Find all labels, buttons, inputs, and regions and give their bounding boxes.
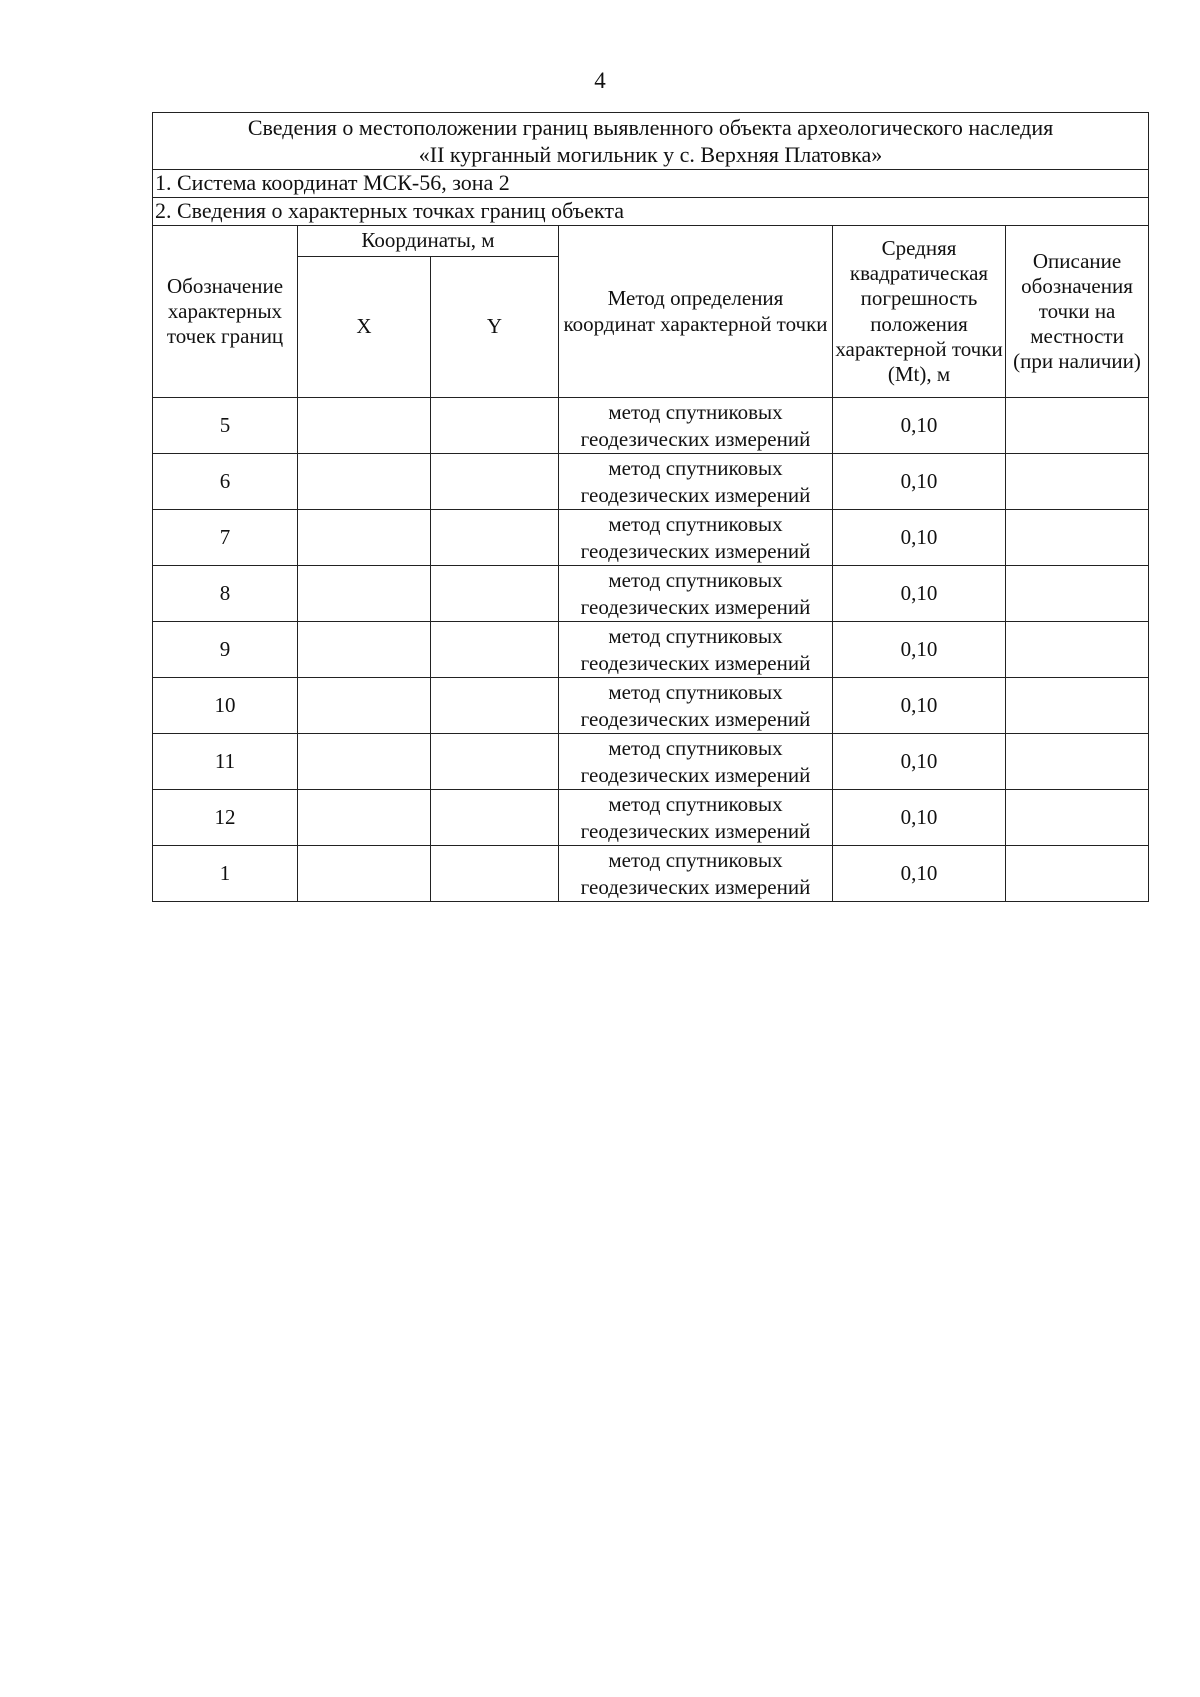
header-x: X <box>298 257 431 398</box>
cell-point: 10 <box>153 678 298 734</box>
cell-x <box>298 734 431 790</box>
cell-method: метод спутниковых геодезических измерений <box>559 454 833 510</box>
cell-description <box>1006 566 1149 622</box>
table-row <box>153 678 1149 734</box>
cell-y <box>431 510 559 566</box>
table-row <box>153 510 1149 566</box>
cell-mean-error: 0,10 <box>833 454 1006 510</box>
cell-point: 6 <box>153 454 298 510</box>
cell-method: метод спутниковых геодезических измерений <box>559 398 833 454</box>
cell-y <box>431 678 559 734</box>
cell-y <box>431 566 559 622</box>
cell-description <box>1006 510 1149 566</box>
cell-y <box>431 790 559 846</box>
cell-method: метод спутниковых геодезических измерений <box>559 622 833 678</box>
header-coordinates: Координаты, м <box>298 226 559 257</box>
cell-method: метод спутниковых геодезических измерений <box>559 566 833 622</box>
table-row <box>153 734 1149 790</box>
cell-description <box>1006 790 1149 846</box>
cell-x <box>298 846 431 902</box>
header-point-designation: Обозначение характерных точек границ <box>153 226 298 398</box>
characteristic-points-row: 2. Сведения о характерных точках границ объекта <box>153 198 1149 226</box>
cell-point: 5 <box>153 398 298 454</box>
cell-x <box>298 510 431 566</box>
cell-mean-error: 0,10 <box>833 678 1006 734</box>
cell-point: 1 <box>153 846 298 902</box>
cell-method: метод спутниковых геодезических измерений <box>559 510 833 566</box>
cell-point: 11 <box>153 734 298 790</box>
table-title <box>153 113 1149 170</box>
table-row <box>153 790 1149 846</box>
cell-method: метод спутниковых геодезических измерений <box>559 678 833 734</box>
cell-x <box>298 566 431 622</box>
cell-y <box>431 622 559 678</box>
cell-description <box>1006 678 1149 734</box>
cell-x <box>298 790 431 846</box>
table-row <box>153 566 1149 622</box>
coordinate-system-row: 1. Система координат МСК-56, зона 2 <box>153 170 1149 198</box>
header-mean-error: Средняя квадратическая погрешность положения характерной точки (Mt), м <box>833 226 1006 398</box>
cell-mean-error: 0,10 <box>833 734 1006 790</box>
cell-x <box>298 622 431 678</box>
header-method: Метод определения координат характерной точки <box>559 226 833 398</box>
table-row <box>153 622 1149 678</box>
page-number: 4 <box>594 68 606 93</box>
cell-mean-error: 0,10 <box>833 566 1006 622</box>
cell-mean-error: 0,10 <box>833 790 1006 846</box>
cell-point: 8 <box>153 566 298 622</box>
cell-y <box>431 846 559 902</box>
table-row <box>153 454 1149 510</box>
cell-x <box>298 678 431 734</box>
cell-description <box>1006 398 1149 454</box>
table-title-line-2: «II курганный могильник у с. Верхняя Платовка» <box>418 142 883 167</box>
cell-mean-error: 0,10 <box>833 398 1006 454</box>
cell-point: 9 <box>153 622 298 678</box>
cell-mean-error: 0,10 <box>833 510 1006 566</box>
cell-description <box>1006 734 1149 790</box>
cell-x <box>298 454 431 510</box>
cell-mean-error: 0,10 <box>833 846 1006 902</box>
cell-y <box>431 734 559 790</box>
cell-point: 12 <box>153 790 298 846</box>
cell-description <box>1006 846 1149 902</box>
cell-point: 7 <box>153 510 298 566</box>
cell-y <box>431 398 559 454</box>
cell-x <box>298 398 431 454</box>
cell-mean-error: 0,10 <box>833 622 1006 678</box>
cell-description <box>1006 454 1149 510</box>
table-row <box>153 846 1149 902</box>
cell-description <box>1006 622 1149 678</box>
cell-method: метод спутниковых геодезических измерений <box>559 734 833 790</box>
header-description: Описание обозначения точки на местности (при наличии) <box>1006 226 1149 398</box>
header-y: Y <box>431 257 559 398</box>
cell-y <box>431 454 559 510</box>
table-row <box>153 398 1149 454</box>
cell-method: метод спутниковых геодезических измерений <box>559 790 833 846</box>
cell-method: метод спутниковых геодезических измерений <box>559 846 833 902</box>
boundary-points-table <box>152 112 1149 902</box>
table-title-line-1: Сведения о местоположении границ выявленного объекта археологического наследия <box>247 114 1054 140</box>
